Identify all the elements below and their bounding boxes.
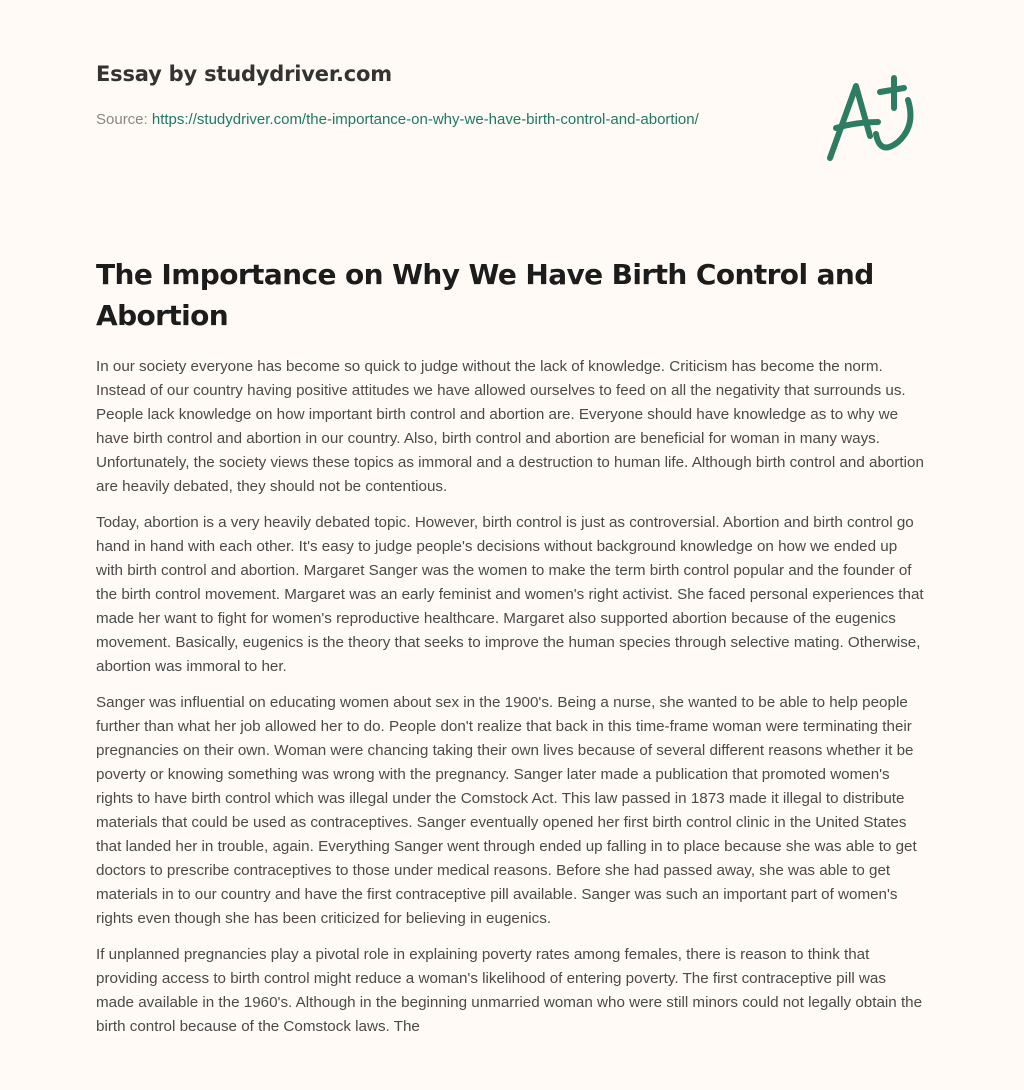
header (96, 62, 776, 131)
source-label: Source: (96, 111, 148, 128)
source-line (96, 108, 776, 131)
essay-paragraph: Sanger was influential on educating women about sex in the 1900's. Being a nurse, she wanted to be able to help people further than what her job allowed her to do. People don't realize that back in this time-frame woman were terminating their pregnancies on their own. Woman were chancing taking their own lives because of several different reasons whether it be poverty or knowing something was wrong with the pregnancy. Sanger later made a publication that promoted women's rights to have birth control which was illegal under the Comstock Act. This law passed in 1873 made it illegal to distribute materials that could be used as contraceptives. Sanger eventually opened her first birth control clinic in the United States that landed her in trouble, again. Everything Sanger went through ended up falling in to place because she was able to get doctors to prescribe contraceptives to those under medical reasons. Before she had passed away, she was able to get materials in to our country and have the first contraceptive pill available. Sanger was such an important part of women's rights even though she has been criticized for believing in eugenics. (96, 694, 917, 927)
essay-body (96, 355, 928, 1051)
a-plus-grade-icon (818, 66, 928, 166)
essay-title: The Importance on Why We Have Birth Control and Abortion (96, 258, 874, 332)
essay-paragraph: If unplanned pregnancies play a pivotal role in explaining poverty rates among females, there is reason to think that providing access to birth control might reduce a woman's likelihood of entering poverty. The first contraceptive pill was made available in the 1960's. Although in the beginning unmarried woman who were still minors could not legally obtain the birth control because of the Comstock laws. The (96, 946, 923, 1035)
site-title: Essay by studydriver.com (96, 62, 392, 86)
essay-paragraph: In our society everyone has become so quick to judge without the lack of knowledge. Criticism has become the norm. Instead of our country having positive attitudes we have allowed ourselves to feed on all the negativity that surrounds us. People lack knowledge on how important birth control and abortion are. Everyone should have knowledge as to why we have birth control and abortion in our country. Also, birth control and abortion are beneficial for woman in many ways. Unfortunately, the society views these topics as immoral and a destruction to human life. Although birth control and abortion are heavily debated, they should not be contentious. (96, 358, 924, 495)
source-link[interactable]: https://studydriver.com/the-importance-on-why-we-have-birth-control-and-abortion/ (151, 111, 699, 128)
essay-paragraph: Today, abortion is a very heavily debated topic. However, birth control is just as controversial. Abortion and birth control go hand in hand with each other. It's easy to judge people's decisions without background knowledge on how we ended up with birth control and abortion. Margaret Sanger was the women to make the term birth control popular and the founder of the birth control movement. Margaret was an early feminist and women's right activist. She faced personal experiences that made her want to fight for women's reproductive healthcare. Margaret also supported abortion because of the eugenics movement. Basically, eugenics is the theory that seeks to improve the human species through selective mating. Otherwise, abortion was immoral to her. (96, 514, 924, 675)
